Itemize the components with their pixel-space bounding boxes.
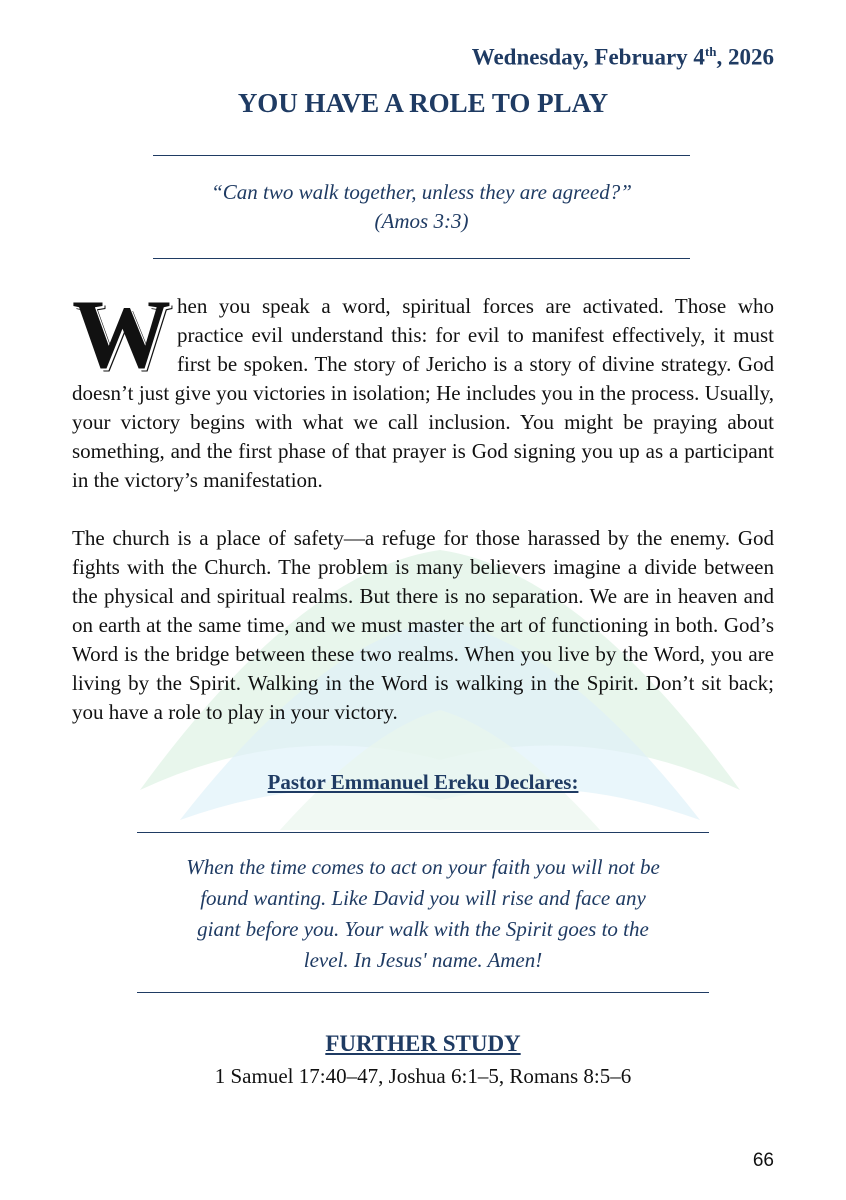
declaration-line: When the time comes to act on your faith you will not be [186, 855, 660, 879]
declaration-line: giant before you. Your walk with the Spirit goes to the [197, 917, 649, 941]
divider [137, 832, 709, 833]
declaration-line: found wanting. Like David you will rise and face any [200, 886, 646, 910]
further-study-heading: FURTHER STUDY [325, 1031, 521, 1056]
body-paragraph-1-text: hen you speak a word, spiritual forces are activated. Those who practice evil understand this: for evil to manifest effectively, it must first be spoken. The story of Jericho is a story of divine strategy. God doesn’t just give you victories in isolation; He includes you in the process. Usually, your victory begins with what we call inclusion. You might be praying about something, and the first phase of that prayer is God signing you up as a participant in the victory’s manifestation. [72, 294, 774, 492]
page-number: 66 [752, 1150, 774, 1171]
devotional-body [72, 280, 774, 727]
scripture-quote [153, 178, 690, 236]
date-prefix: Wednesday, February 4 [471, 44, 705, 70]
body-paragraph-1 [72, 280, 774, 495]
declaration-heading: Pastor Emmanuel Ereku Declares: [267, 770, 579, 794]
body-paragraph-2: The church is a place of safety—a refuge for those harassed by the enemy. God fights with the Church. The problem is many believers imagine a divide between the physical and spiritual realms. But there is no separation. We are in heaven and on earth at the same time, and we must master the art of functioning in both. God’s Word is the bridge between these two realms. When you live by the Word, you are living by the Spirit. Walking in the Word is walking in the Spirit. Don’t sit back; you have a role to play in your victory. [72, 526, 774, 724]
drop-cap: W [72, 280, 171, 389]
quote-text: “Can two walk together, unless they are agreed?” [211, 180, 632, 204]
date-suffix: , 2026 [716, 44, 774, 70]
declaration-text [150, 852, 696, 976]
divider [153, 258, 690, 259]
divider [137, 992, 709, 993]
page-title: YOU HAVE A ROLE TO PLAY [237, 88, 609, 118]
date-ordinal: th [704, 44, 717, 59]
divider [153, 155, 690, 156]
declaration-line: level. In Jesus' name. Amen! [303, 948, 543, 972]
devotional-date [472, 44, 774, 71]
quote-reference: (Amos 3:3) [374, 209, 469, 233]
further-study-references: 1 Samuel 17:40–47, Joshua 6:1–5, Romans 8:5–6 [214, 1064, 632, 1088]
